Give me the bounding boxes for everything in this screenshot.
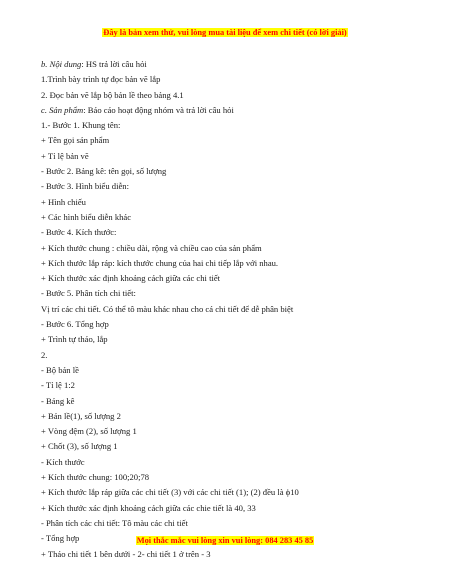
contact-banner (0, 536, 450, 545)
text-line: - Bộ bản lề (41, 364, 79, 375)
text-line: + Bản lề(1), số lượng 2 (41, 410, 121, 421)
text-line: Vị trí các chi tiết. Có thể tô màu khác nhau cho cá chi tiết để dễ phân biệt (41, 303, 294, 314)
text-line: + Các hình biểu diễn khác (41, 211, 132, 222)
preview-notice-banner (0, 28, 450, 37)
text-line: + Hình chiếu (41, 196, 86, 207)
content-heading-line (41, 57, 436, 72)
text-line: 2. (41, 349, 48, 360)
text-line: + Chốt (3), số lượng 1 (41, 441, 118, 452)
text-line: + Kích thước chung: 100;20;78 (41, 472, 150, 483)
text-line: + Tháo chi tiết 1 bên dưới - 2- chi tiết 1 ở trên - 3 (41, 548, 211, 559)
content-heading-text: : HS trả lời câu hỏi (81, 59, 147, 69)
product-heading-label: c. Sản phẩm (41, 104, 84, 115)
content-heading-label: b. Nội dung (41, 59, 82, 69)
text-line: + Kích thước lắp ráp giữa các chi tiết (3) với các chi tiết (1); (2) đều là ϕ10 (41, 487, 299, 498)
text-line: - Tỉ lệ 1:2 (41, 380, 75, 391)
text-line: 1.Trình bày trình tự đọc bản vẽ lắp (41, 74, 161, 85)
text-line: - Kích thước (41, 456, 85, 467)
text-line: + Vòng đệm (2), số lượng 1 (41, 426, 137, 437)
preview-notice-text: Đây là bản xem thử, vui lòng mua tài liệu để xem chi tiết (có lời giải) (103, 28, 347, 37)
text-line: + Tỉ lệ bản vẽ (41, 150, 89, 161)
text-line: + Trình tự tháo, lắp (41, 334, 108, 345)
text-line: 1.- Bước 1. Khung tên: (41, 120, 121, 131)
text-line: + Kích thước xác định khoảng cách giữa các chi tiết (41, 273, 221, 284)
text-line: + Kích thước lắp ráp: kích thước chung của hai chi tiếp lắp với nhau. (41, 257, 279, 268)
text-line: - Phân tích các chi tiết: Tô màu các chi tiết (41, 517, 188, 528)
contact-text: Mọi thắc mắc vui lòng xin vui lòng: 084 283 45 85 (136, 536, 314, 545)
text-line: + Tên gọi sản phẩm (41, 135, 110, 146)
text-line: 2. Đọc bản vẽ lắp bộ bản lề theo bảng 4.1 (41, 89, 184, 100)
text-line: + Kích thước chung : chiều dài, rộng và chiều cao của sản phẩm (41, 242, 262, 253)
product-heading-text: : Báo cáo hoạt động nhóm và trả lời câu hỏi (83, 104, 234, 115)
text-line: + Kích thước xác định khoảng cách giữa các chie tiết là 40, 33 (41, 502, 256, 513)
text-line: - Bước 4. Kích thước: (41, 227, 117, 238)
text-line: - Bảng kê (41, 395, 75, 406)
text-line: - Tổng hợp (41, 533, 80, 544)
document-body (41, 57, 436, 562)
text-line: - Bước 6. Tổng hợp (41, 319, 109, 330)
text-line: - Bước 5. Phân tích chi tiết: (41, 288, 136, 299)
text-line: - Bước 2. Bảng kê: tên gọi, số lượng (41, 166, 167, 177)
text-line: - Bước 3. Hình biểu diễn: (41, 181, 129, 192)
product-heading-line (41, 103, 436, 118)
